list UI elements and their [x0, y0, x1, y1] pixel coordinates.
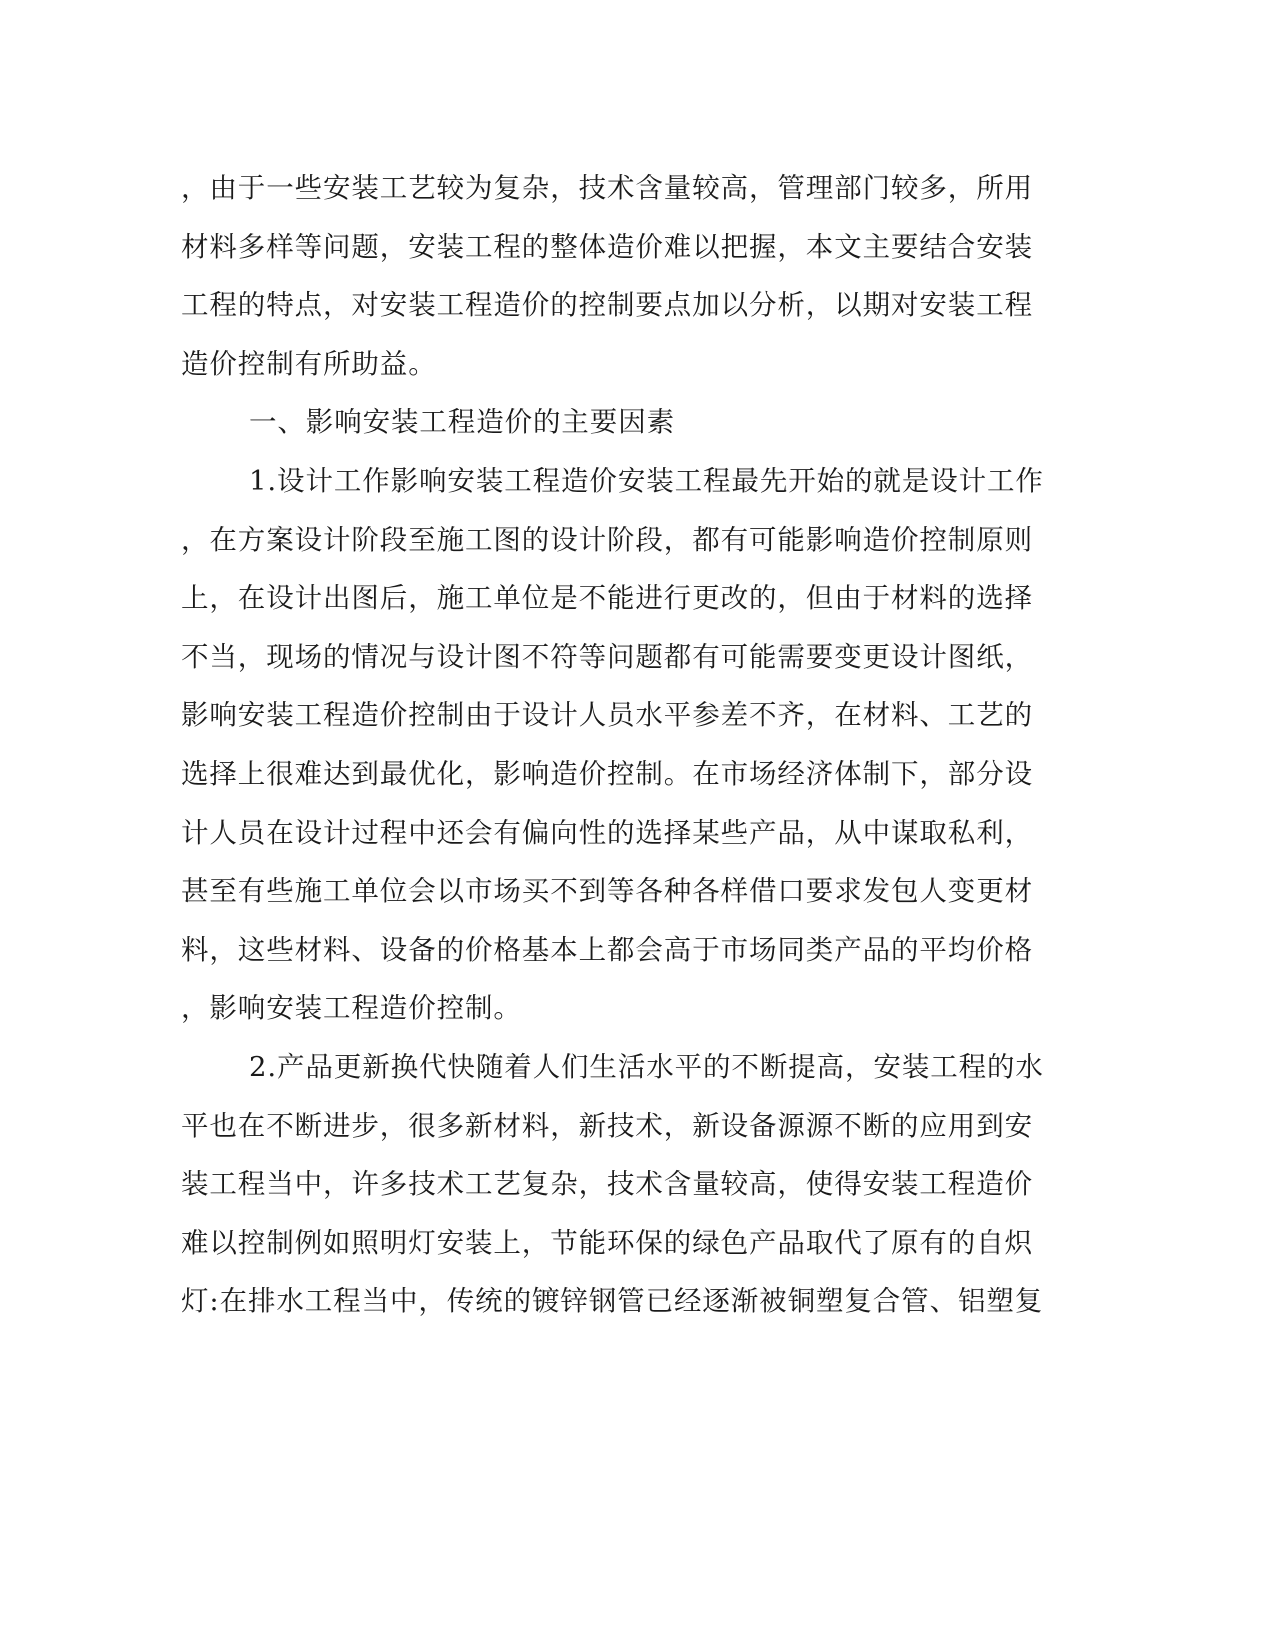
- text-line: 上，在设计出图后，施工单位是不能进行更改的，但由于材料的选择: [181, 582, 1033, 615]
- text-line: 计人员在设计过程中还会有偏向性的选择某些产品，从中谋取私利，: [181, 816, 1033, 849]
- text-line: 影响安装工程造价控制由于设计人员水平参差不齐，在材料、工艺的: [181, 699, 1033, 732]
- text-line: 难以控制例如照明灯安装上，节能环保的绿色产品取代了原有的自炽: [181, 1226, 1033, 1259]
- text-line: 平也在不断进步，很多新材料，新技术，新设备源源不断的应用到安: [181, 1109, 1033, 1142]
- text-line: 选择上很难达到最优化，影响造价控制。在市场经济体制下，部分设: [181, 757, 1033, 790]
- text-line: ，影响安装工程造价控制。: [181, 992, 522, 1025]
- text-line: 造价控制有所助益。: [181, 347, 437, 380]
- text-line: 材料多样等问题，安装工程的整体造价难以把握，本文主要结合安装: [181, 230, 1033, 263]
- section-heading: 一、影响安装工程造价的主要因素: [249, 406, 675, 439]
- text-line: 2.产品更新换代快随着人们生活水平的不断提高，安装工程的水: [249, 1050, 1044, 1083]
- text-line: 料，这些材料、设备的价格基本上都会高于市场同类产品的平均价格: [181, 933, 1033, 966]
- document-body: [181, 159, 1044, 1331]
- text-line: 1.设计工作影响安装工程造价安装工程最先开始的就是设计工作: [249, 464, 1044, 497]
- text-line: ，由于一些安装工艺较为复杂，技术含量较高，管理部门较多，所用: [181, 172, 1033, 204]
- text-line: 装工程当中，许多技术工艺复杂，技术含量较高，使得安装工程造价: [181, 1168, 1033, 1201]
- text-line: 工程的特点，对安装工程造价的控制要点加以分析，以期对安装工程: [181, 289, 1033, 322]
- text-line: ，在方案设计阶段至施工图的设计阶段，都有可能影响造价控制原则: [181, 523, 1033, 556]
- text-line: 不当，现场的情况与设计图不符等问题都有可能需要变更设计图纸，: [181, 640, 1033, 673]
- text-line: 灯:在排水工程当中，传统的镀锌钢管已经逐渐被铜塑复合管、铝塑复: [181, 1285, 1044, 1318]
- text-line: 甚至有些施工单位会以市场买不到等各种各样借口要求发包人变更材: [181, 875, 1033, 908]
